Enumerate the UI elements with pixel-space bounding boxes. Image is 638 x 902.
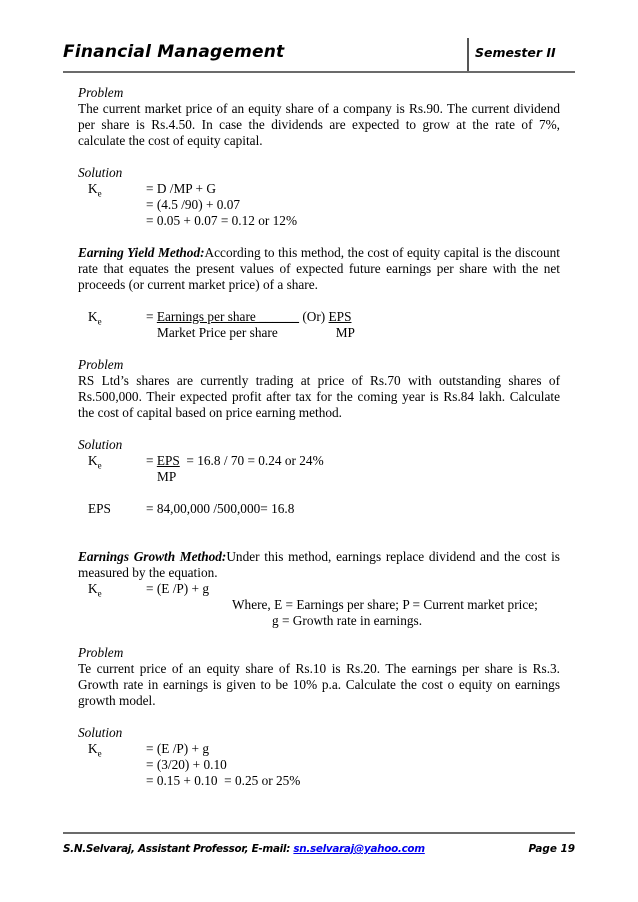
header-separator	[467, 38, 469, 72]
ke-subscript: e	[97, 460, 102, 471]
where-text: g = Growth rate in earnings.	[272, 613, 423, 628]
formula-line	[78, 501, 560, 517]
where-text: Where, E = Earnings per share; P = Current market price;	[232, 597, 538, 612]
formula-text: = (3/20) + 0.10	[146, 757, 227, 772]
formula-text: = 16.8 / 70 = 0.24 or 24%	[179, 453, 324, 468]
footer-rule	[63, 832, 575, 834]
formula-line	[78, 181, 560, 197]
ke-subscript: e	[97, 316, 102, 327]
solution-label: Solution	[78, 437, 123, 452]
eps-numerator: EPS	[328, 309, 352, 324]
problem-label: Problem	[78, 645, 124, 660]
ke-subscript: e	[97, 188, 102, 199]
formula-line	[78, 469, 560, 485]
method-paragraph	[78, 245, 560, 293]
formula-line	[78, 453, 560, 469]
formula-text: = 0.05 + 0.07 = 0.12 or 12%	[146, 213, 298, 228]
ke-subscript: e	[97, 588, 102, 599]
problem-label: Problem	[78, 357, 124, 372]
formula-text: = D /MP + G	[146, 181, 216, 196]
problem-label: Problem	[78, 85, 124, 100]
page-content	[78, 85, 560, 789]
formula-text: = 0.15 + 0.10 = 0.25 or 25%	[146, 773, 301, 788]
ke-symbol: K	[88, 453, 98, 468]
numerator: Earnings per share ______	[156, 309, 299, 324]
header-title: Financial Management	[63, 42, 285, 62]
ke-subscript: e	[97, 748, 102, 759]
equals-sign: =	[146, 309, 157, 324]
problem-text: The current market price of an equity share of a company is Rs.90. The current dividend per share is Rs.4.50. In case the dividends are expected to grow at the rate of 7%, calculate the cost of equity capital.	[78, 101, 560, 148]
eps-numerator: EPS	[156, 453, 180, 468]
or-text: (Or)	[299, 309, 329, 324]
page-header	[63, 38, 575, 74]
formula-line	[78, 741, 560, 757]
where-line	[78, 613, 560, 629]
method-text: Under this method, earnings replace dividend and the cost is measured by the equation.	[78, 549, 560, 580]
denominator: Market Price per share	[157, 325, 278, 340]
solution-label: Solution	[78, 165, 123, 180]
method-text: According to this method, the cost of equity capital is the discount rate that equates the present values of expected future earnings per share with the net proceeds (or current market price) of a share.	[78, 245, 560, 292]
formula-line	[78, 325, 560, 341]
where-line	[78, 597, 560, 613]
formula-text: = (E /P) + g	[146, 581, 210, 596]
formula-line	[78, 309, 560, 325]
page-number: Page 19	[528, 843, 575, 855]
eps-label: EPS	[88, 501, 111, 516]
formula-line	[78, 197, 560, 213]
formula-line	[78, 757, 560, 773]
header-rule	[63, 71, 575, 73]
ke-symbol: K	[88, 309, 98, 324]
problem-text: Te current price of an equity share of Rs.10 is Rs.20. The earnings per share is Rs.3. Growth rate in earnings is given to be 10% p.a. Calculate the cost o equity on earnings growth model.	[78, 661, 560, 708]
method-paragraph	[78, 549, 560, 581]
formula-line	[78, 213, 560, 229]
page-footer	[63, 832, 575, 862]
formula-line	[78, 773, 560, 789]
formula-text: = 84,00,000 /500,000= 16.8	[146, 501, 295, 516]
ke-symbol: K	[88, 741, 98, 756]
equals-sign: =	[146, 453, 157, 468]
email-link[interactable]: sn.selvaraj@yahoo.com	[293, 843, 425, 855]
problem-text: RS Ltd’s shares are currently trading at price of Rs.70 with outstanding shares of Rs.500,000. Their expected profit after tax for the coming year is Rs.84 lakh. Calculate the cost of capital based on price earning method.	[78, 373, 560, 420]
formula-text: = (4.5 /90) + 0.07	[146, 197, 241, 212]
mp-denominator: MP	[157, 469, 177, 484]
formula-text: = (E /P) + g	[146, 741, 210, 756]
mp-denominator: MP	[335, 325, 355, 340]
formula-line	[78, 581, 560, 597]
method-heading: Earning Yield Method:	[78, 245, 205, 260]
ke-symbol: K	[88, 581, 98, 596]
header-semester: Semester II	[475, 45, 556, 60]
author-text: S.N.Selvaraj, Assistant Professor, E-mail:	[63, 843, 294, 855]
ke-symbol: K	[88, 181, 98, 196]
footer-author	[63, 843, 425, 855]
solution-label: Solution	[78, 725, 123, 740]
method-heading: Earnings Growth Method:	[78, 549, 227, 564]
